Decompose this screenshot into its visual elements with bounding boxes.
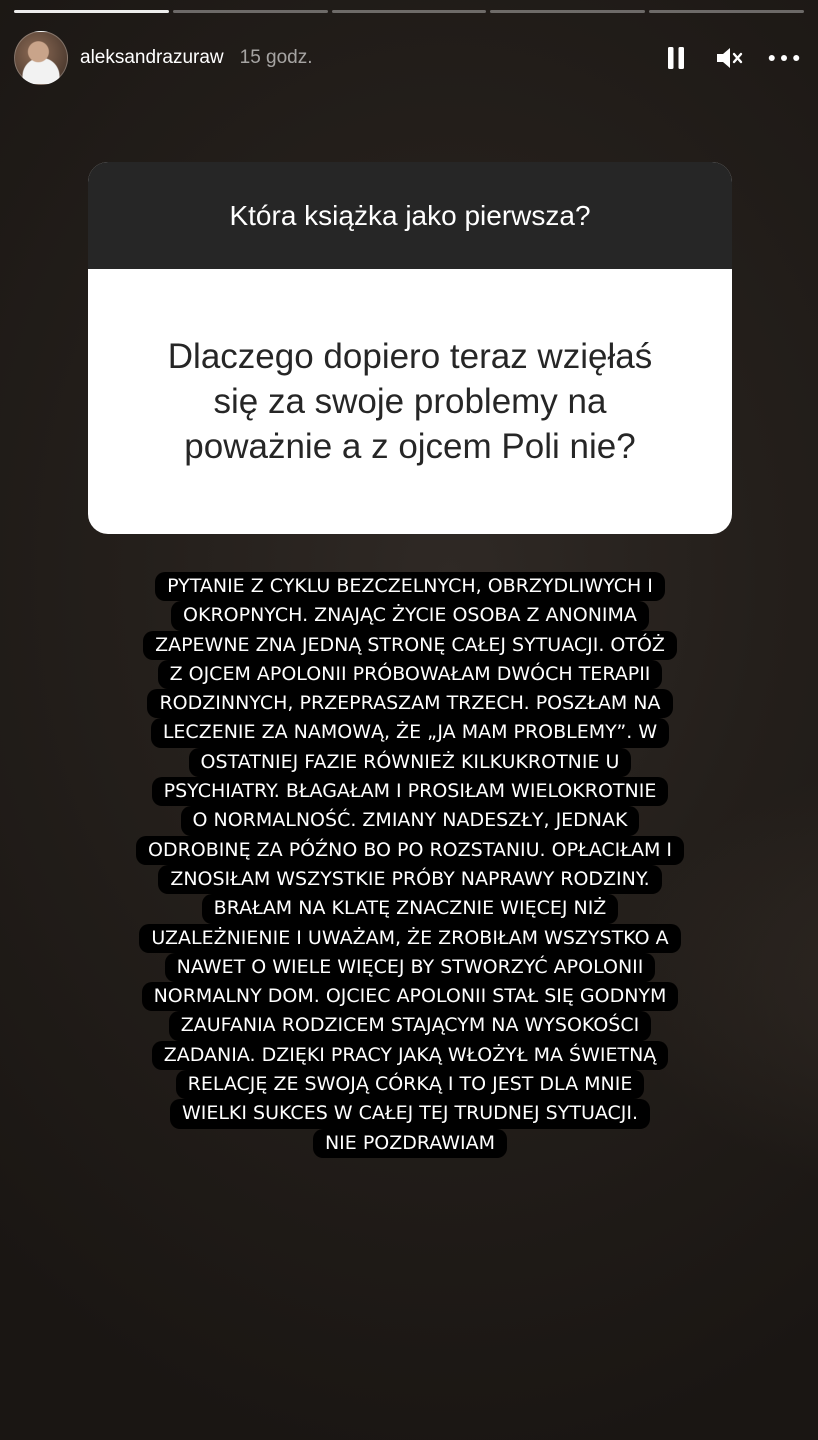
- answer-line: NORMALNY DOM. OJCIEC APOLONII STAŁ SIĘ GODNYM: [142, 982, 679, 1011]
- answer-line: NAWET O WIELE WIĘCEJ BY STWORZYĆ APOLONII: [165, 953, 656, 982]
- answer-line: WIELKI SUKCES W CAŁEJ TEJ TRUDNEJ SYTUACJI.: [170, 1099, 650, 1128]
- question-text-line: się za swoje problemy na: [213, 382, 607, 421]
- avatar[interactable]: [14, 31, 68, 85]
- answer-text-block: [88, 572, 732, 1158]
- answer-line: ODROBINĘ ZA PÓŹNO BO PO ROZSTANIU. OPŁACIŁAM I: [136, 836, 684, 865]
- post-time: 15 godz.: [239, 47, 313, 68]
- story-progress-bar: [14, 10, 804, 13]
- answer-line: BRAŁAM NA KLATĘ ZNACZNIE WIĘCEJ NIŻ: [202, 894, 619, 923]
- answer-line: UZALEŻNIENIE I UWAŻAM, ŻE ZROBIŁAM WSZYSTKO A: [139, 924, 680, 953]
- question-sticker: [88, 162, 732, 534]
- username[interactable]: aleksandrazuraw: [80, 47, 224, 68]
- answer-line: ZADANIA. DZIĘKI PRACY JAKĄ WŁOŻYŁ MA ŚWIETNĄ: [152, 1041, 669, 1070]
- progress-segment: [490, 10, 645, 13]
- answer-line: OSTATNIEJ FAZIE RÓWNIEŻ KILKUKROTNIE U: [189, 748, 632, 777]
- progress-segment: [649, 10, 804, 13]
- answer-line: RODZINNYCH, PRZEPRASZAM TRZECH. POSZŁAM NA: [147, 689, 672, 718]
- mute-icon[interactable]: [714, 42, 746, 74]
- answer-line: LECZENIE ZA NAMOWĄ, ŻE „JA MAM PROBLEMY”. W: [151, 718, 669, 747]
- answer-line: NIE POZDRAWIAM: [313, 1129, 507, 1158]
- progress-segment: [14, 10, 169, 13]
- answer-line: PYTANIE Z CYKLU BEZCZELNYCH, OBRZYDLIWYCH I: [155, 572, 665, 601]
- progress-segment: [332, 10, 487, 13]
- question-text: [88, 269, 732, 534]
- answer-line: PSYCHIATRY. BŁAGAŁAM I PROSIŁAM WIELOKROTNIE: [152, 777, 669, 806]
- answer-line: OKROPNYCH. ZNAJĄC ŻYCIE OSOBA Z ANONIMA: [171, 601, 649, 630]
- question-text-line: Dlaczego dopiero teraz wzięłaś: [167, 337, 653, 376]
- answer-line: ZAUFANIA RODZICEM STAJĄCYM NA WYSOKOŚCI: [169, 1011, 651, 1040]
- answer-line: ZNOSIŁAM WSZYSTKIE PRÓBY NAPRAWY RODZINY.: [158, 865, 661, 894]
- story-controls: [660, 42, 800, 74]
- more-icon[interactable]: [768, 42, 800, 74]
- answer-line: RELACJĘ ZE SWOJĄ CÓRKĄ I TO JEST DLA MNIE: [176, 1070, 645, 1099]
- story-header: [14, 30, 800, 86]
- answer-line: Z OJCEM APOLONII PRÓBOWAŁAM DWÓCH TERAPII: [158, 660, 663, 689]
- pause-icon[interactable]: [660, 42, 692, 74]
- progress-segment: [173, 10, 328, 13]
- question-text-line: poważnie a z ojcem Poli nie?: [184, 427, 636, 466]
- answer-line: ZAPEWNE ZNA JEDNĄ STRONĘ CAŁEJ SYTUACJI. OTÓŻ: [143, 631, 677, 660]
- answer-line: O NORMALNOŚĆ. ZMIANY NADESZŁY, JEDNAK: [181, 806, 640, 835]
- question-prompt: Która książka jako pierwsza?: [88, 162, 732, 269]
